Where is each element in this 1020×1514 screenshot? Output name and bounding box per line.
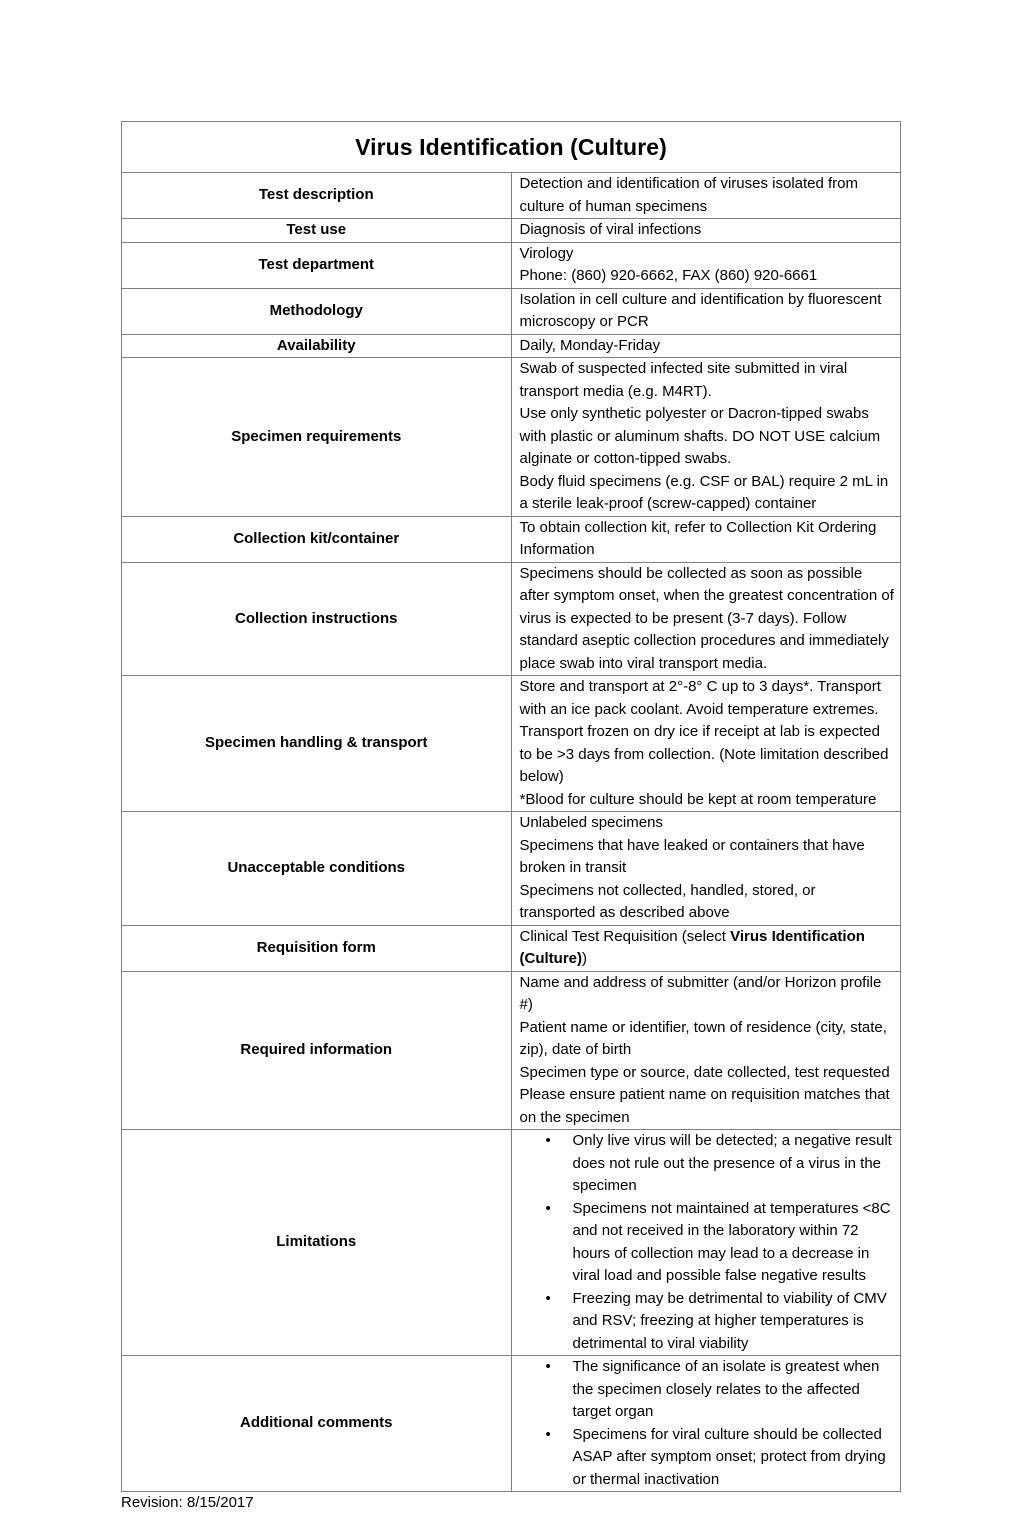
table-row <box>122 971 901 1130</box>
row-value-methodology <box>511 288 901 334</box>
table-row <box>122 562 901 676</box>
table-row <box>122 358 901 517</box>
row-label-specimen-handling: Specimen handling & transport <box>122 676 512 812</box>
row-label-test-department: Test department <box>122 242 512 288</box>
row-label-unacceptable-conditions: Unacceptable conditions <box>122 812 512 926</box>
value-line: Isolation in cell culture and identification by fluorescent microscopy or PCR <box>519 290 882 330</box>
value-line: Daily, Monday-Friday <box>519 336 661 354</box>
row-value-availability <box>511 334 901 358</box>
value-line: Detection and identification of viruses isolated from culture of human specimens <box>519 175 859 215</box>
table-row <box>122 1130 901 1356</box>
document-page <box>121 121 901 1514</box>
value-line: Name and address of submitter (and/or Horizon profile #) <box>519 973 882 1013</box>
row-value-test-description <box>511 173 901 219</box>
limitations-list <box>512 1130 895 1355</box>
row-label-test-use: Test use <box>122 219 512 243</box>
row-value-required-information <box>511 971 901 1130</box>
value-line: Specimen type or source, date collected, test requested <box>519 1063 890 1081</box>
row-label-specimen-requirements: Specimen requirements <box>122 358 512 517</box>
table-row <box>122 925 901 971</box>
row-label-availability: Availability <box>122 334 512 358</box>
list-item: • Specimens for viral culture should be collected ASAP after symptom onset; protect from drying or thermal inactivation <box>512 1424 895 1492</box>
comments-list <box>512 1356 895 1491</box>
value-line: *Blood for culture should be kept at room temperature <box>519 790 877 808</box>
value-line: To obtain collection kit, refer to Collection Kit Ordering Information <box>519 518 877 558</box>
requisition-suffix: ) <box>582 950 587 967</box>
row-label-additional-comments: Additional comments <box>122 1356 512 1492</box>
value-line: Unlabeled specimens <box>519 814 663 831</box>
value-line: Swab of suspected infected site submitted in viral transport media (e.g. M4RT). <box>519 360 848 400</box>
row-value-requisition-form <box>511 925 901 971</box>
table-row <box>122 1356 901 1492</box>
document-title: Virus Identification (Culture) <box>122 122 901 173</box>
value-line: Please ensure patient name on requisition matches that on the specimen <box>519 1086 890 1126</box>
list-item: • The significance of an isolate is greatest when the specimen closely relates to the affected target organ <box>512 1356 895 1424</box>
list-item: • Only live virus will be detected; a negative result does not rule out the presence of a virus in the specimen <box>512 1130 895 1198</box>
table-row <box>122 173 901 219</box>
row-value-test-use <box>511 219 901 243</box>
row-label-collection-instructions: Collection instructions <box>122 562 512 676</box>
value-line: Virology <box>519 244 574 262</box>
row-value-collection-kit <box>511 516 901 562</box>
revision-date: Revision: 8/15/2017 <box>121 1494 254 1511</box>
table-row <box>122 219 901 243</box>
list-item: • Freezing may be detrimental to viability of CMV and RSV; freezing at higher temperatures is detrimental to viral viability <box>512 1288 895 1356</box>
row-value-collection-instructions <box>511 562 901 676</box>
value-line: Specimens that have leaked or containers that have broken in transit <box>519 836 865 876</box>
title-row <box>122 122 901 173</box>
row-label-required-information: Required information <box>122 971 512 1130</box>
table-row <box>122 812 901 926</box>
row-label-limitations: Limitations <box>122 1130 512 1356</box>
requisition-prefix: Clinical Test Requisition (select <box>519 927 731 945</box>
row-label-requisition-form: Requisition form <box>122 925 512 971</box>
test-info-table <box>121 121 901 1492</box>
value-line: Body fluid specimens (e.g. CSF or BAL) require 2 mL in a sterile leak-proof (screw-capped) container <box>519 472 889 512</box>
phone-fax-line: Phone: (860) 920-6662, FAX (860) 920-6661 <box>519 267 818 284</box>
value-line: Diagnosis of viral infections <box>519 221 702 238</box>
row-value-limitations <box>511 1130 901 1356</box>
row-value-specimen-handling <box>511 676 901 812</box>
table-row <box>122 516 901 562</box>
row-value-specimen-requirements <box>511 358 901 517</box>
table-row <box>122 334 901 358</box>
requisition-test-name: Virus Identification (Culture) <box>519 927 865 967</box>
row-value-additional-comments <box>511 1356 901 1492</box>
value-line: Use only synthetic polyester or Dacron-tipped swabs with plastic or aluminum shafts. DO NOT USE calcium alginate or cotton-tipped swabs. <box>519 405 881 467</box>
row-label-collection-kit: Collection kit/container <box>122 516 512 562</box>
value-line: Patient name or identifier, town of residence (city, state, zip), date of birth <box>519 1018 887 1058</box>
row-value-test-department <box>511 242 901 288</box>
table-row <box>122 288 901 334</box>
list-item: • Specimens not maintained at temperatures <8C and not received in the laboratory within 72 hours of collection may lead to a decrease in viral load and possible false negative results <box>512 1198 895 1288</box>
row-label-methodology: Methodology <box>122 288 512 334</box>
value-line: Store and transport at 2°-8° C up to 3 days*. Transport with an ice pack coolant. Avoid temperature extremes. Transport frozen on dry ice if receipt at lab is expected to be >3 days from collection. (Note limitation described below) <box>519 678 889 785</box>
value-line: Specimens should be collected as soon as possible after symptom onset, when the greatest concentration of virus is expected to be present (3-7 days). Follow standard aseptic collection procedures and immediately place swab into viral transport media. <box>519 564 894 672</box>
table-row <box>122 676 901 812</box>
value-line: Specimens not collected, handled, stored, or transported as described above <box>519 881 816 921</box>
row-value-unacceptable-conditions <box>511 812 901 926</box>
row-label-test-description: Test description <box>122 173 512 219</box>
table-row <box>122 242 901 288</box>
